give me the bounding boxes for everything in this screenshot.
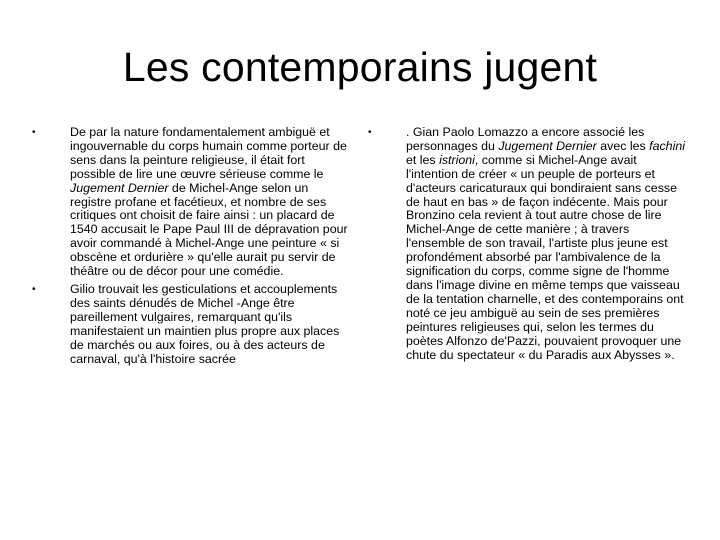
text-segment: avec les <box>596 138 650 153</box>
text-segment: , comme si Michel-Ange avait l'intention de créer « un peuple de porteurs et d'acteurs caricaturaux qui bondiraient sans cesse de haut en bas » de façon indécente. Mais pour Bronzino cela revient à tout autre chose de lire Michel-Ange de cette manière ; à travers l'ensemble de son travail, l'artiste plus jeune est profondément absorbé par l'ambivalence de la signification du corps, comme signe de l'homme dans l'image divine en même temps que vaisseau de la tentation charnelle, et des contemporains ont noté ce jeu ambiguë au sein de ses premières peintures religieuses qui, selon les termes du poètes Alfonzo de'Pazzi, pouvaient provoquer une chute du spectateur « du Paradis aux Abysses ». <box>406 152 684 362</box>
italic-term: istrioni <box>439 152 475 167</box>
bullet-text <box>70 282 339 366</box>
bullet-item <box>32 283 350 366</box>
left-column <box>32 126 350 370</box>
slide-title: Les contemporains jugent <box>122 44 598 90</box>
text-segment: de Michel-Ange selon un registre profane et facétieux, et nombre de ses critiques ont choisit de faire ainsi : un placard de 1540 accusait le Pape Paul III de dépravation pour avoir commandé à Michel-Ange une peinture « si obscène et ordurière » qu'elle aurait pu servir de théâtre ou de décor pour une comédie. <box>70 180 348 279</box>
bullet-item <box>368 126 688 362</box>
bullet-icon: • <box>32 127 36 138</box>
text-segment: et les <box>406 152 440 167</box>
bullet-item <box>32 126 350 279</box>
italic-term: fachini <box>649 138 685 153</box>
bullet-text <box>70 125 348 278</box>
bullet-icon: • <box>32 283 36 295</box>
bullet-text <box>406 125 685 362</box>
artwork-title: Jugement Dernier <box>498 138 597 153</box>
artwork-title: Jugement Dernier <box>70 180 169 195</box>
bullet-icon: • <box>368 127 372 138</box>
text-segment: De par la nature fondamentalement ambiguë et ingouvernable du corps humain comme porteur de sens dans la peinture religieuse, il était fort possible de lire une œuvre sérieuse comme le <box>70 125 347 181</box>
right-column <box>368 126 688 366</box>
text-segment: Gilio trouvait les gesticulations et accouplements des saints dénudés de Michel -Ange être pareillement vulgaires, remarquant qu'ils manifestaient un maintien plus propre aux places de marchés ou aux foires, ou à des acteurs de carnaval, qu'à l'histoire sacrée <box>70 281 340 366</box>
text-segment: . Gian Paolo Lomazzo a encore associé les personnages du <box>406 125 645 153</box>
